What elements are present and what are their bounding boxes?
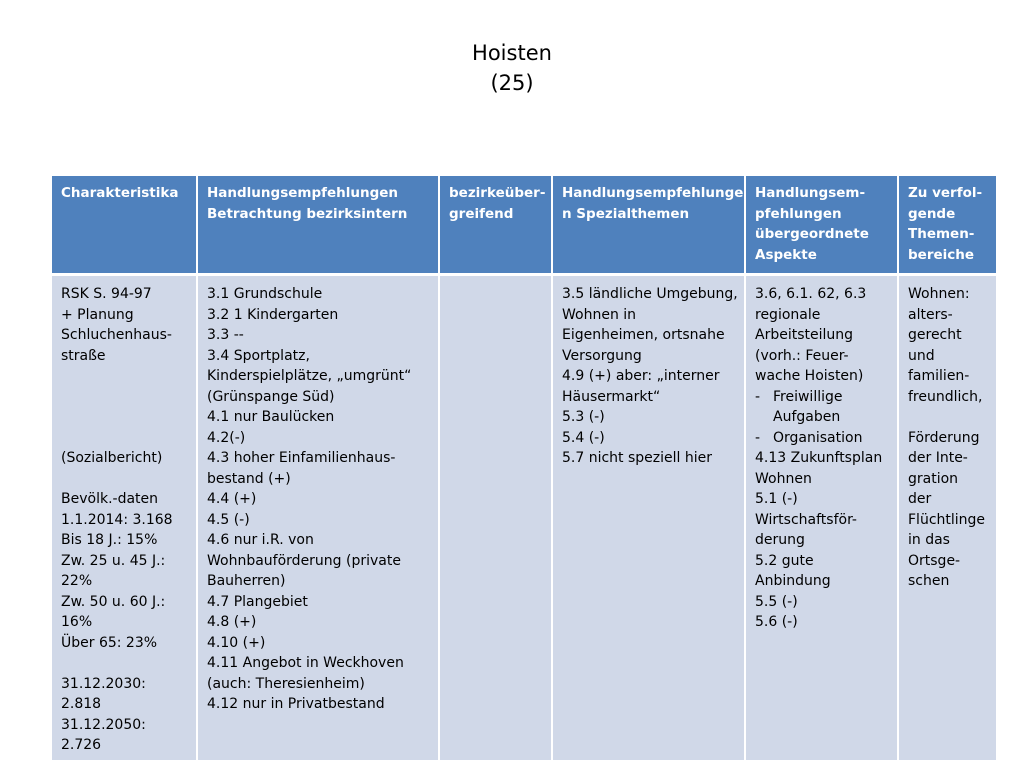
cell-line: 5.3 (-) [562,409,605,425]
cell-line: Häusermarkt“ [562,388,661,405]
cell-line: Förderung [908,429,980,446]
recommendations-table [52,176,996,760]
header-text: Handlungsempfehlunge [562,185,744,201]
cell-line: schen [908,573,950,589]
cell-line: 4.12 nur in Privatbestand [207,696,385,712]
cell-line: 4.4 (+) [207,491,257,507]
header-text: übergeordnete [755,226,869,242]
cell-line: Anbindung [755,573,831,589]
cell-line: 5.7 nicht speziell hier [562,450,712,466]
cell-line: 3.4 Sportplatz, [207,347,310,364]
header-text: Zu verfol- [908,185,983,201]
cell-line: Arbeitsteilung [755,327,854,343]
cell-line: RSK S. 94-97 [61,286,152,302]
cell-line: Bis 18 J.: 15% [61,532,158,548]
cell-line: + Planung [61,306,134,323]
bullet-dash: - [755,388,761,405]
cell-line: 5.5 (-) [755,593,798,610]
cell-line: gration [908,470,959,487]
cell-line: regionale [755,306,821,323]
header-text: gende [908,205,956,222]
cell-bezirksintern [198,276,440,760]
cell-line: Schluchenhaus- [61,327,172,343]
header-charakteristika [52,176,198,276]
table-row [52,276,996,760]
cell-line: 3.2 1 Kindergarten [207,306,339,323]
cell-line: 3.5 ländliche Umgebung, [562,286,738,302]
cell-line: 4.5 (-) [207,511,250,528]
title-line-1: Hoisten [472,41,552,65]
header-text: Aspekte [755,246,817,263]
cell-line: und [908,347,935,364]
cell-line: Eigenheimen, ortsnahe [562,327,725,343]
cell-line: Aufgaben [773,409,841,425]
bullet-text: Organisation [773,429,863,446]
cell-line: 3.6, 6.1. 62, 6.3 [755,286,867,302]
cell-line: (vorh.: Feuer- [755,347,849,364]
cell-line: wache Hoisten) [755,368,864,384]
cell-line: familien- [908,368,970,384]
cell-line: 2.726 [61,737,102,753]
header-uebergeordnete-aspekte [746,176,899,276]
cell-line: straße [61,347,106,364]
cell-line: Über 65: 23% [61,634,158,651]
header-text: pfehlungen [755,205,842,222]
cell-line: 4.8 (+) [207,614,257,630]
cell-line: Zw. 25 u. 45 J.: [61,552,166,569]
header-text: bereiche [908,246,975,263]
header-text: greifend [449,205,514,222]
cell-line: Wohnen in [562,306,637,323]
cell-line: 4.7 Plangebiet [207,593,308,610]
cell-line: 3.3 -- [207,327,244,343]
header-text: n Spezialthemen [562,205,690,222]
cell-bezirksuebergreifend [440,276,553,760]
cell-line: 16% [61,614,93,630]
cell-line: 2.818 [61,696,102,712]
cell-line: 4.13 Zukunftsplan [755,450,883,466]
cell-line: 4.10 (+) [207,634,266,651]
header-text: Charakteristika [61,185,179,201]
cell-line: Bauherren) [207,573,286,589]
cell-line: 5.4 (-) [562,429,605,446]
cell-line: Wohnbauförderung (private [207,552,401,569]
header-bezirksuebergreifend [440,176,553,276]
cell-line: der Inte- [908,450,968,466]
cell-line: 22% [61,573,93,589]
cell-line: alters- [908,306,953,323]
cell-line: derung [755,532,805,548]
cell-line: Bevölk.-daten [61,491,159,507]
cell-line: 5.2 gute [755,552,814,569]
cell-line: 3.1 Grundschule [207,286,323,302]
cell-line: Ortsge- [908,552,961,569]
cell-line: 4.1 nur Baulücken [207,409,335,425]
header-spezialthemen [553,176,746,276]
cell-line: Versorgung [562,347,642,364]
cell-line: Wohnen [755,470,812,487]
title-line-2: (25) [490,71,534,95]
cell-line: der [908,491,932,507]
cell-line: 4.3 hoher Einfamilienhaus- [207,450,396,466]
cell-line: 4.11 Angebot in Weckhoven [207,655,404,671]
header-bezirksintern [198,176,440,276]
cell-line: Wirtschaftsför- [755,511,857,528]
cell-line: Kinderspielplätze, „umgrünt“ [207,368,412,384]
cell-line: 31.12.2030: [61,675,146,692]
cell-line: gerecht [908,327,962,343]
bullet-text: Freiwillige [773,388,843,405]
cell-line: (Sozialbericht) [61,450,163,466]
cell-line: Flüchtlinge [908,511,986,528]
header-text: bezirkeüber- [449,185,546,201]
cell-charakteristika [52,276,198,760]
header-themenbereiche [899,176,996,276]
slide-title [0,38,1024,98]
header-text: Betrachtung bezirksintern [207,205,408,222]
cell-spezialthemen [553,276,746,760]
bullet-item [755,387,888,408]
cell-line: (auch: Theresienheim) [207,675,365,692]
table-header-row [52,176,996,276]
cell-line: 1.1.2014: 3.168 [61,511,173,528]
cell-line: bestand (+) [207,470,291,487]
cell-line: Zw. 50 u. 60 J.: [61,593,166,610]
cell-uebergeordnete-aspekte [746,276,899,760]
cell-line: 4.2(-) [207,429,246,446]
header-text: Handlungsem- [755,185,866,201]
cell-themenbereiche [899,276,996,760]
cell-line: 5.1 (-) [755,491,798,507]
cell-line: in das [908,532,950,548]
cell-line: freundlich, [908,388,983,405]
bullet-item [755,428,888,449]
header-text: Themen- [908,226,975,242]
cell-line: 4.9 (+) aber: „interner [562,368,720,384]
cell-line: Wohnen: [908,286,970,302]
header-text: Handlungsempfehlungen [207,185,399,201]
cell-line: 5.6 (-) [755,614,798,630]
cell-line: 31.12.2050: [61,716,146,733]
bullet-dash: - [755,429,761,446]
cell-line: 4.6 nur i.R. von [207,532,314,548]
cell-line: (Grünspange Süd) [207,388,335,405]
